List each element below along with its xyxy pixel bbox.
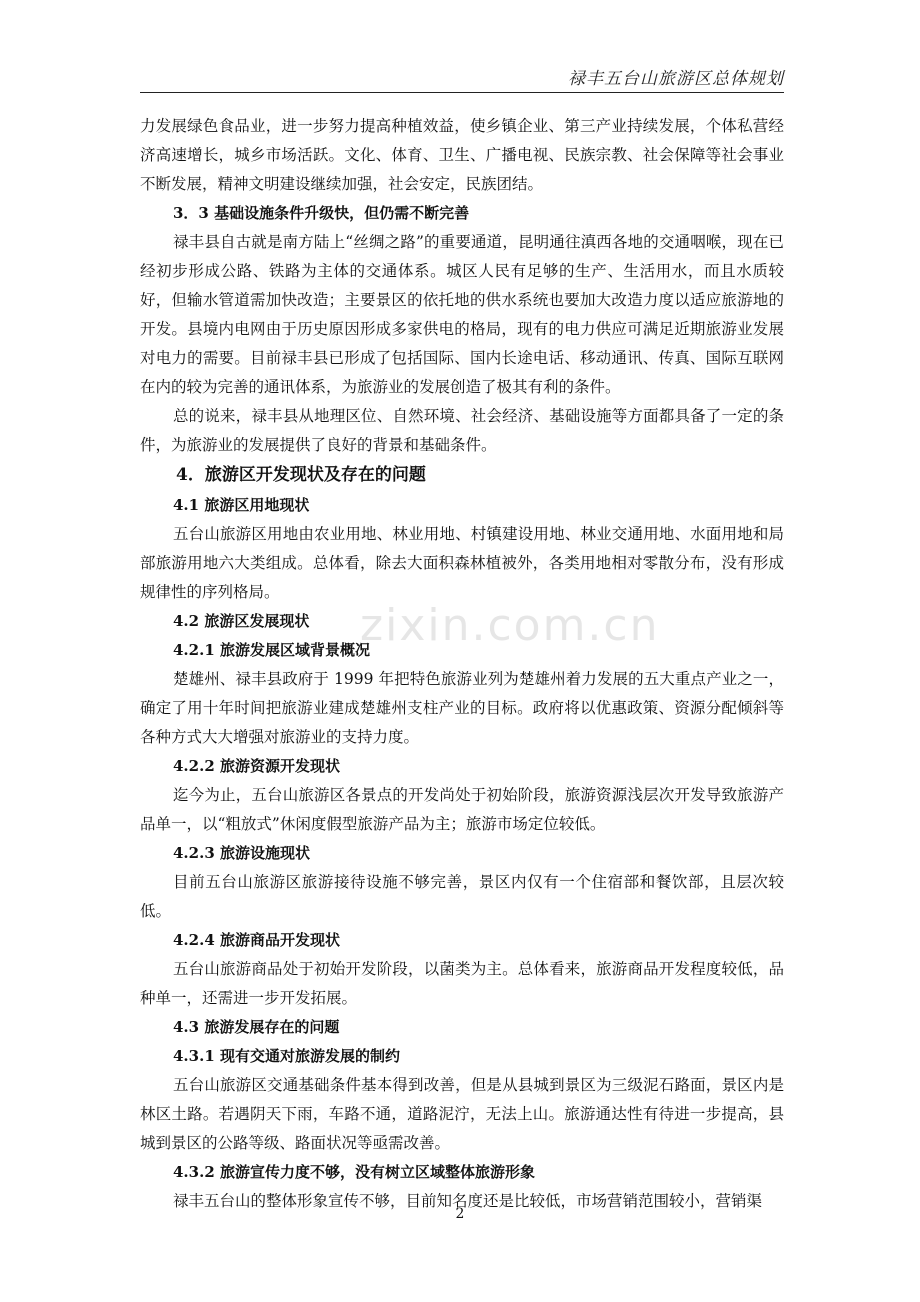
header-rule <box>140 92 784 93</box>
chapter-heading-4: 4．旅游区开发现状及存在的问题 <box>176 465 426 485</box>
paragraph-facilities: 目前五台山旅游区旅游接待设施不够完善，景区内仅有一个住宿部和餐饮部，且层次较低。 <box>140 873 784 920</box>
document-body <box>140 112 784 1216</box>
section-heading-4-2-2: 4.2.2 旅游资源开发现状 <box>173 757 340 775</box>
section-heading-4-1: 4.1 旅游区用地现状 <box>173 496 310 514</box>
running-header-title: 禄丰五台山旅游区总体规划 <box>568 69 784 89</box>
section-heading-4-3-1: 4.3.1 现有交通对旅游发展的制约 <box>173 1047 400 1065</box>
section-heading-3-3: 3．3 基础设施条件升级快，但仍需不断完善 <box>173 204 470 222</box>
section-heading-4-2-3: 4.2.3 旅游设施现状 <box>173 844 310 862</box>
paragraph-continued: 力发展绿色食品业，进一步努力提高种植效益，使乡镇企业、第三产业持续发展，个体私营经济高速增长，城乡市场活跃。文化、体育、卫生、广播电视、民族宗教、社会保障等社会事业不断发展，精神文明建设继续加强，社会安定，民族团结。 <box>140 117 784 193</box>
paragraph-land-use: 五台山旅游区用地由农业用地、林业用地、村镇建设用地、林业交通用地、水面用地和局部旅游用地六大类组成。总体看，除去大面积森林植被外，各类用地相对零散分布，没有形成规律性的序列格局。 <box>140 525 784 601</box>
paragraph-commodities: 五台山旅游商品处于初始开发阶段，以菌类为主。总体看来，旅游商品开发程度较低，品种单一，还需进一步开发拓展。 <box>140 960 784 1007</box>
paragraph-infrastructure: 禄丰县自古就是南方陆上“丝绸之路”的重要通道，昆明通往滇西各地的交通咽喉，现在已经初步形成公路、铁路为主体的交通体系。城区人民有足够的生产、生活用水，而且水质较好，但输水管道需加快改造；主要景区的依托地的供水系统也要加大改造力度以适应旅游地的开发。县境内电网由于历史原因形成多家供电的格局，现有的电力供应可满足近期旅游业发展对电力的需要。目前禄丰县已形成了包括国际、国内长途电话、移动通讯、传真、国际互联网在内的较为完善的通讯体系，为旅游业的发展创造了极其有利的条件。 <box>140 233 784 396</box>
section-heading-4-2-1: 4.2.1 旅游发展区域背景概况 <box>173 641 370 659</box>
paragraph-resource-development: 迄今为止，五台山旅游区各景点的开发尚处于初始阶段，旅游资源浅层次开发导致旅游产品单一，以“粗放式”休闲度假型旅游产品为主；旅游市场定位较低。 <box>140 786 784 833</box>
paragraph-promotion: 禄丰五台山的整体形象宣传不够，目前知名度还是比较低，市场营销范围较小，营销渠 <box>173 1192 763 1210</box>
section-heading-4-2-4: 4.2.4 旅游商品开发现状 <box>173 931 340 949</box>
paragraph-regional-background: 楚雄州、禄丰县政府于 1999 年把特色旅游业列为楚雄州着力发展的五大重点产业之一，确定了用十年时间把旅游业建成楚雄州支柱产业的目标。政府将以优惠政策、资源分配倾斜等各种方式大大增强对旅游业的支持力度。 <box>140 670 784 746</box>
paragraph-summary: 总的说来，禄丰县从地理区位、自然环境、社会经济、基础设施等方面都具备了一定的条件，为旅游业的发展提供了良好的背景和基础条件。 <box>140 407 784 454</box>
page-number: 2 <box>455 1206 465 1222</box>
section-heading-4-2: 4.2 旅游区发展现状 <box>173 612 310 630</box>
watermark: zixin.com.cn <box>360 600 660 651</box>
paragraph-transport: 五台山旅游区交通基础条件基本得到改善，但是从县城到景区为三级泥石路面，景区内是林区土路。若遇阴天下雨，车路不通，道路泥泞，无法上山。旅游通达性有待进一步提高，县城到景区的公路等级、路面状况等亟需改善。 <box>140 1076 784 1152</box>
section-heading-4-3: 4.3 旅游发展存在的问题 <box>173 1018 340 1036</box>
section-heading-4-3-2: 4.3.2 旅游宣传力度不够，没有树立区域整体旅游形象 <box>173 1163 535 1181</box>
